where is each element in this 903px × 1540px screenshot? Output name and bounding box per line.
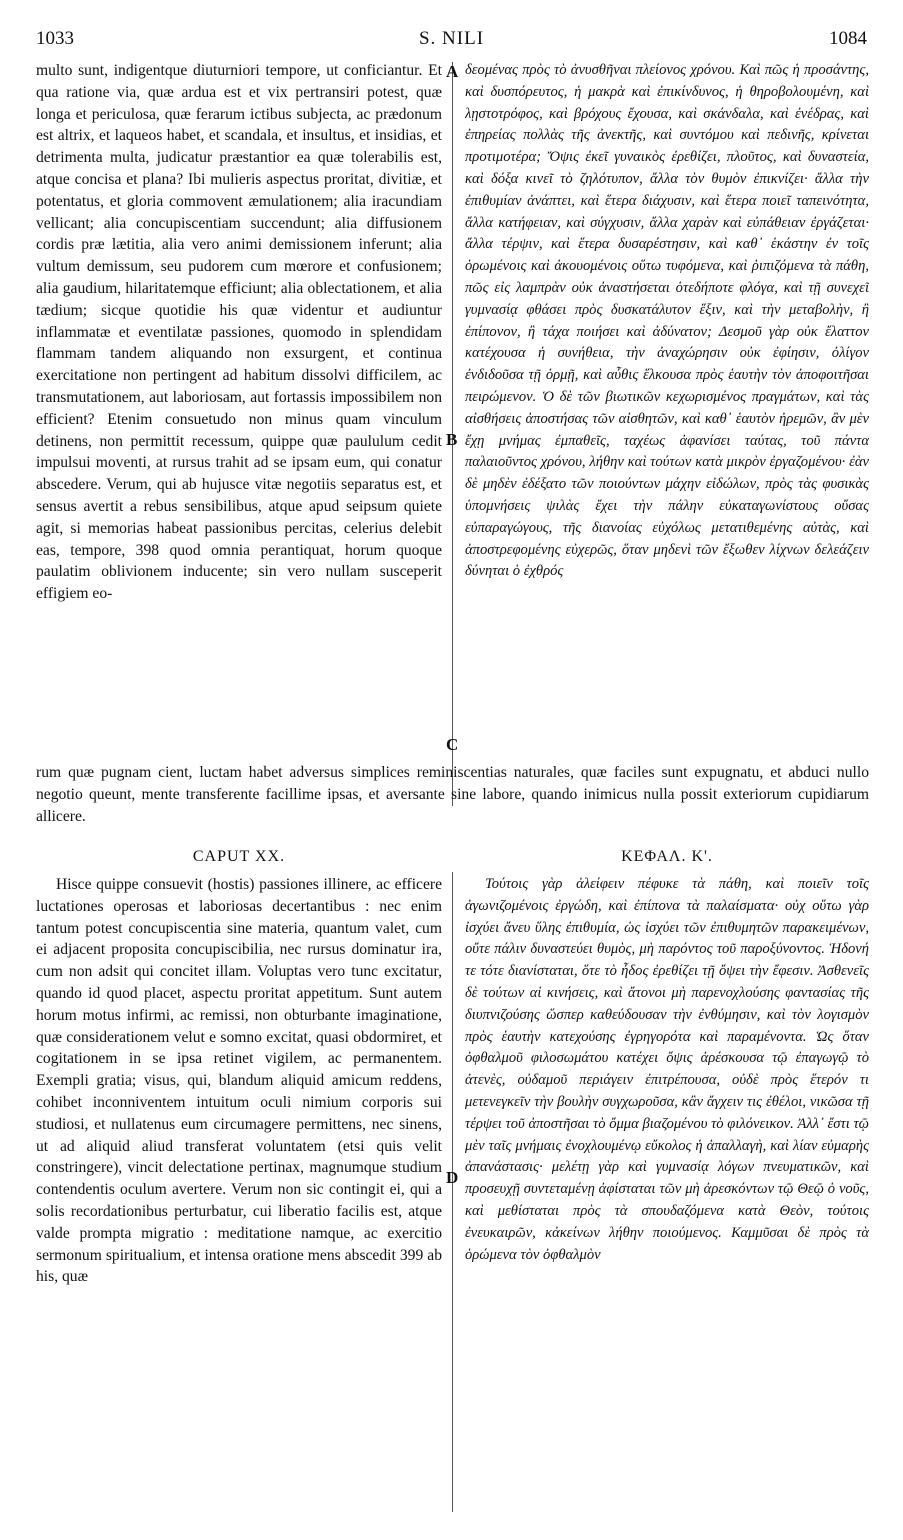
section-marker-b: B	[446, 430, 458, 449]
full-width-paragraph: rum quæ pugnam cient, luctam habet adversus simplices reminiscentias naturales, quæ faciles sunt expugnatu, et abduci nullo negotio queunt, mente transferente facillime ipsas, et aversante sine labore, quando inimicus nulla possit exteriorum cupidiarum allicere.	[36, 764, 869, 825]
greek-column-top: δεομένας πρὸς τὸ ἀνυσθῆναι πλείονος χρόνου. Καὶ πῶς ἡ προσάντης, καὶ δυσπόρευτος, ἡ μακρὰ καὶ ἐπικίνδυνος, ἡ θηροβολουμένη, καὶ λῃστοτρόφος, καὶ βρόχους ἔχουσα, καὶ σκάνδαλα, καὶ ἐνέδρας, καὶ ἐπηρείας πολλὰς τῆς ἀνεκτῆς, καὶ συντόμου καὶ πεδινῆς, κρίνεται προτιμοτέρα; Ὄψις ἐκεῖ γυναικὸς ἐρεθίζει, πλοῦτος, καὶ δυναστεία, καὶ δόξα κινεῖ τὸ ζηλότυπον, ἄλλα τὸν θυμὸν ἐπικνίζει· ἄλλα τὴν ἐπιθυμίαν ἀνάπτει, καὶ ἕτερα διάχυσιν, καὶ ἕτερα ποιεῖ ταπεινότητα, ἄλλα κατήφειαν, καὶ σύγχυσιν, ἄλλα χαρὰν καὶ εὐπάθειαν ἐργάζεται· ἄλλα τέρψιν, καὶ ἕτερα δυσαρέστησιν, καὶ καθ᾽ ἑκάστην ἐν τοῖς ὁρωμένοις καὶ ἀκουομένοις οὕτω τυφόμενα, καὶ ῥιπιζόμενα τὰ πάθη, πῶς εἰς λαμπρὰν οὐκ ἀναστήσεται ὁτεδήποτε φλόγα, καὶ τῇ συνεχεῖ γυμνασίᾳ φθάσει πρὸς δυσκατάλυτον ἕξιν, καὶ τὴν μεταβολὴν, ἢ ἐπίπονον, ἢ τάχα ποιήσει καὶ ἀδύνατον; Δεσμοῦ γὰρ οὐκ ἔλαττον κατέχουσα ἡ συνήθεια, τὴν ἀναχώρησιν οὐκ ἐφίησιν, ὀλίγον ἐνδιδοῦσα τῇ ὁρμῇ, καὶ αὖθις ἕλκουσα πρὸς ἑαυτὴν τὸν ἀποφοιτῆσαι πειρώμενον. Ὁ δὲ τῶν βιωτικῶν κεχωρισμένος πραγμάτων, καὶ τὰς αἰσθήσεις ἀποστήσας τῶν αἰσθητῶν, καὶ καθ᾽ ἑαυτὸν ἠρεμῶν, ἂν μὲν ἔχῃ μνήμας ἐμπαθεῖς, ταχέως ἀφανίσει ταύτας, τοῦ πάντα παλαιοῦντος χρόνου, λήθην καὶ τούτων κατὰ μικρὸν ἐργαζομένου· ἐὰν δὲ μηδὲν ἐδέξατο τῶν ποιούντων μάχην εἰδώλων, πρὸς τὰς φυσικὰς ὑπομνήσεις ψιλὰς ἔχει τὴν πάλην εὐκαταγωνίστους οὔσας εὐπαραγώγους, τῆς διανοίας εὐχόλως μετατιθεμένης αὐτὰς, καὶ ἀποστρεφομένης εὐχερῶς, ὅταν μηδενὶ τῶν ἔξωθεν λίχνων δελεάζειν δύνηται ὁ ἐχθρός	[465, 62, 869, 580]
running-header	[36, 28, 867, 52]
column-rule-bottom	[452, 872, 453, 1512]
latin-chapter-heading: CAPUT XX.	[192, 848, 286, 865]
section-marker-c: C	[446, 735, 459, 754]
latin-column-chapter: Hisce quippe consuevit (hostis) passiones illinere, ac efficere luctationes operosas et laboriosas decertantibus : nec enim tantum potest concupiscentia sine materia, quantum valet, cum ei adjacent proposita concupiscibilia, nec rursus dominatur ira, cum non adsit qui concitet illam. Voluptas vero tunc excitatur, quando id quod placet, aspectu proritat appetitum. Sunt autem horum motus infirmi, ac remissi, non obturbante imaginatione, quæ considerationem velut e somno excitat, quasi obdormiret, et cogitationem in se ipsa retinet vigilem, ac permanentem. Exempli gratia; visus, qui, blandum aliquid amicum reddens, cohibet inconniventem intuitum oculi nimium corporis sui studiosi, et nullatenus eum circumagere permittens, nec sinens, ut ad aliquid aliud transferat voluntatem (etsi quis velit constringere), vincit delectatione pertinax, magnumque studium contendentis oculum avertere. Verum non sic contingit ei, qui a solis recordationibus perturbatur, cui liberatio facilis est, atque valde prompta migratio : meditatione namque, ac exercitio sermonum spiritualium, et intensa oratione mens abscedit 399 ab his, quæ	[36, 876, 442, 1286]
running-title: S. NILI	[418, 28, 485, 49]
page-number-right: 1084	[829, 28, 867, 49]
latin-column-top: multo sunt, indigentque diuturniori tempore, ut conficiantur. Et qua ratione via, quæ ardua est et vix pertransiri potest, quæ longa et periculosa, quæ ferarum ictibus subjecta, ac prædonum est altrix, et laqueos habet, et scandala, et insultus, et insidias, et detrimenta multa, judicatur præstantior ea quæ tolerabilis est, atque concisa et plana? Ibi mulieris aspectus proritat, divitiæ, et potentatus, et gloria commovent æmulationem; alia iracundiam vellicant; alia concupiscentiam succendunt; alia diffusionem cordis præ lætitia, alia vero animi demissionem inferunt; alia vultum demissum, seu pudorem cum mœrore et confusionem; alia gaudium, hilaritatemque efficiunt; alia oblectationem, et alia tædium; sicque quotidie his quæ videntur et audiuntur inflammatæ et eventilatæ passiones, quomodo in splendidam flammam tandem aliquando non exsurgent, et continua exercitatione non pertingent ad habitum dissolvi difficilem, ac transmutationem, aut laboriosam, aut fortassis impossibilem non efficient? Etenim consuetudo non minus quam vinculum detinens, non permittit recessum, quippe quæ paululum cedit impulsui moventi, at rursus trahit ad se ipsam eum, qui conatur abscedere. Verum, qui ab hujusce vitæ negotiis separatus est, et sensus avertit a rebus sensibilibus, atque apud seipsum quiete agit, si memorias habeat passionibus percitas, celerius delebit eas, tempore, 398 quod omnia perantiquat, horum quoque paulatim oblivionem inducente; sin vero nullam susceperit effigiem eo-	[36, 62, 442, 603]
section-marker-d: D	[446, 1168, 459, 1187]
section-marker-a: A	[446, 62, 459, 81]
page-number-left: 1033	[36, 28, 74, 49]
greek-chapter-heading: ΚΕΦΑΛ. Κ'.	[621, 848, 713, 865]
greek-column-chapter: Τούτοις γὰρ ἀλείφειν πέφυκε τὰ πάθη, καὶ ποιεῖν τοῖς ἀγωνιζομένοις ἐργώδη, καὶ ἐπίπονα τὰ παλαίσματα· οὐχ οὕτω γὰρ ἰσχύει ἄνευ ὕλης ἐπιθυμία, ὡς ἰσχύει τῶν ἐπιθυμητῶν παρακειμένων, οὔτε πάλιν δυναστεύει θυμὸς, μὴ παρόντος τοῦ παροξύνοντος. Ἡδονή τε τότε διανίσταται, ὅτε τὸ ἦδος ἐρεθίζει τῇ ὄψει τὴν ἔφεσιν. Ἀσθενεῖς δὲ τούτων αἱ κινήσεις, καὶ ἄτονοι μὴ παρενοχλούσης φαντασίας τῆς διυπνιζούσης ὥσπερ καθεύδουσαν τὴν ἐνθύμησιν, καὶ τὸν λογισμὸν πρὸς ἑαυτὴν κατεχούσης ἐγρηγορότα καὶ παραμένοντα. Ὡς ὅταν ὀφθαλμοῦ φιλοσωμάτου κατέχει ὄψις ἀρέσκουσα τῷ ἐπαγωγῷ τὸ ἀτενὲς, οὐδαμοῦ περιάγειν ἐπιτρέπουσα, οὐδὲ πρὸς ἕτερόν τι μετενεγκεῖν τὴν βουλὴν συγχωροῦσα, κἂν ἄγχειν τις ἐθέλοι, νικῶσα τῇ τέρψει τοῦ ἀποστῆσαι τὸ ὄμμα βιαζομένου τὸ φιλόνεικον. Ἀλλ᾽ ἔστι τῷ μὲν ταῖς μνήμαις ἐνοχλουμένῳ εὔκολος ἡ ἀπαλλαγὴ, καὶ λίαν εὐμαρὴς ἀπανάστασις· μελέτῃ γὰρ καὶ γυμνασίᾳ λόγων πνευματικῶν, καὶ προσευχῇ συντεταμένῃ ἀφίσταται τῶν μὴ ἀρεσκόντων τῷ Θεῷ ὁ νοῦς, καὶ μεθίσταται πρὸς τὰ σπουδαζόμενα κατὰ Θεὸν, τούτοις ἐνευκαιρῶν, κἀκείνων λήθην ποιούμενος. Καμμῦσαι δὲ πρὸς τὰ ὁρώμενα τὸν ὀφθαλμὸν	[465, 876, 869, 1263]
